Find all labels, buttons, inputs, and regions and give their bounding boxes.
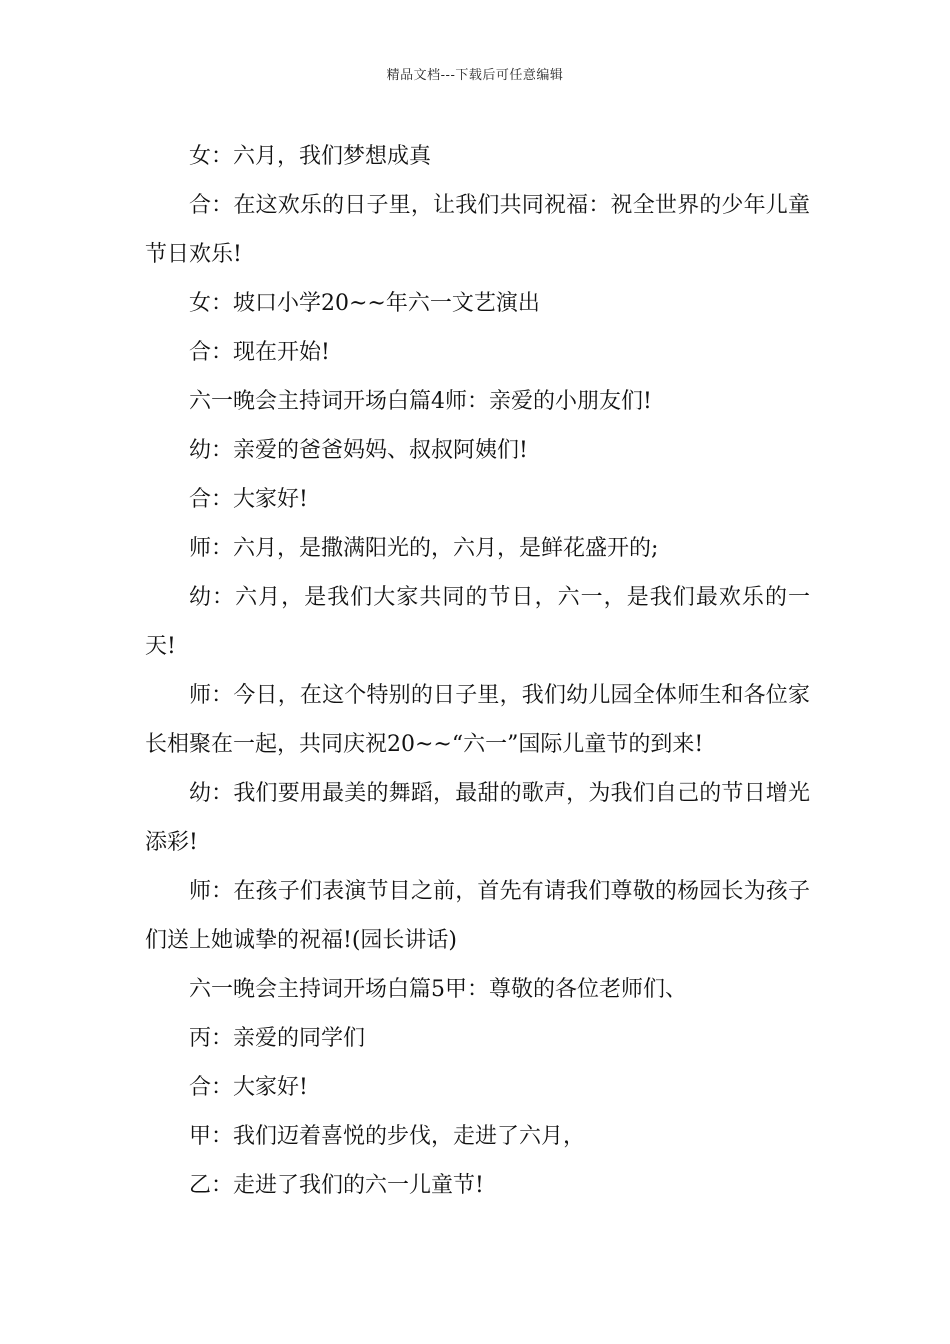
paragraph: 师：在孩子们表演节目之前，首先有请我们尊敬的杨园长为孩子们送上她诚挚的祝福!(园长讲话) (145, 879, 810, 953)
paragraph: 丙：亲爱的同学们 (189, 1026, 366, 1051)
paragraph: 六一晚会主持词开场白篇5甲：尊敬的各位老师们、 (189, 977, 687, 1002)
paragraph: 甲：我们迈着喜悦的步伐，走进了六月， (189, 1124, 586, 1149)
document-body (145, 132, 810, 1210)
paragraph: 幼：亲爱的爸爸妈妈、叔叔阿姨们! (189, 438, 528, 463)
paragraph: 合：在这欢乐的日子里，让我们共同祝福：祝全世界的少年儿童节日欢乐! (145, 193, 810, 267)
paragraph: 合：大家好! (189, 1075, 308, 1100)
paragraph: 师：今日，在这个特别的日子里，我们幼儿园全体师生和各位家长相聚在一起，共同庆祝20~~“六一”国际儿童节的到来! (145, 683, 810, 757)
paragraph: 幼：六月，是我们大家共同的节日，六一，是我们最欢乐的一天! (145, 585, 810, 659)
paragraph: 师：六月，是撒满阳光的，六月，是鲜花盛开的; (189, 536, 659, 561)
paragraph: 合：大家好! (189, 487, 308, 512)
paragraph: 六一晚会主持词开场白篇4师：亲爱的小朋友们! (189, 389, 652, 414)
paragraph: 合：现在开始! (189, 340, 330, 365)
page-header: 精品文档---下载后可任意编辑 (386, 68, 564, 83)
paragraph: 幼：我们要用最美的舞蹈，最甜的歌声，为我们自己的节日增光添彩! (145, 781, 810, 855)
paragraph: 女：六月，我们梦想成真 (189, 144, 432, 169)
paragraph: 女：坡口小学20~~年六一文艺演出 (189, 291, 540, 316)
paragraph: 乙：走进了我们的六一儿童节! (189, 1173, 484, 1198)
